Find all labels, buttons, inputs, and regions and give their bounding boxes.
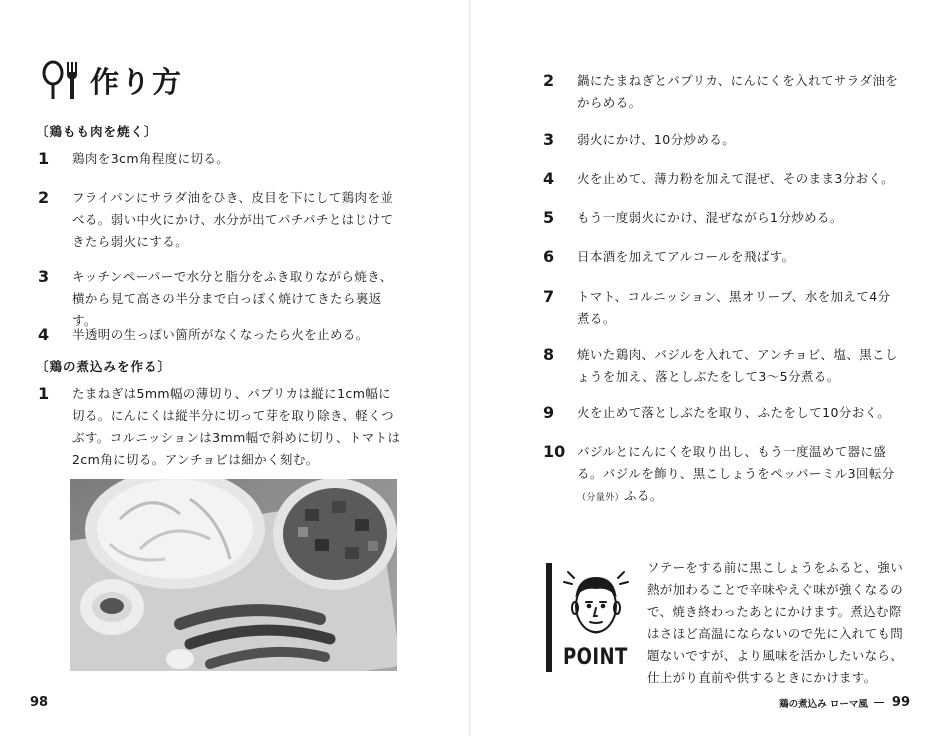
step-text: 鶏肉を3cm角程度に切る。	[72, 151, 230, 166]
step-text: 焼いた鶏肉、バジルを入れて、アンチョビ、塩、黒こしょうを加え、落としぶたをして3～5分煮る。	[577, 347, 898, 384]
right-page	[470, 0, 940, 736]
step-number: 2	[38, 188, 50, 207]
chef-face-icon	[560, 564, 632, 642]
ingredients-photo-image	[70, 479, 397, 671]
step-text: 火を止めて落としぶたを取り、ふたをして10分おく。	[577, 405, 891, 420]
step-item	[543, 207, 899, 229]
page-number-right: 99	[891, 695, 910, 710]
step-number: 1	[38, 384, 50, 403]
running-head: 鶏の煮込み ローマ風	[779, 698, 868, 710]
step-number: 1	[38, 149, 50, 168]
page-title: 作り方	[90, 64, 184, 99]
step-text: もう一度弱火にかけ、混ぜながら1分炒める。	[577, 210, 843, 225]
step-number: 4	[543, 169, 555, 188]
step-number: 6	[543, 247, 555, 266]
step-item	[543, 168, 899, 190]
point-text: ソテーをする前に黒こしょうをふると、強い熱が加わることで辛味やえぐ味が強くなるので、焼き終わったあとにかけます。煮込む際はさほど高温にならないので先に入れても問題ないですが、より風味を活かしたいなら、仕上がり直前や供するときにかけます。	[647, 560, 904, 685]
step-item	[543, 402, 899, 424]
step-number: 5	[543, 208, 555, 227]
step-item	[38, 324, 402, 346]
step-text: キッチンペーパーで水分と脂分をふき取りながら焼き、横から見て高さの半分まで白っぽく焼けてきたら裏返す。	[72, 269, 393, 328]
step-text-main: バジルとにんにくを取り出し、もう一度温めて器に盛る。バジルを飾り、黒こしょうをペッパーミル3回転分	[577, 444, 895, 481]
step-text: 日本酒を加えてアルコールを飛ばす。	[577, 249, 795, 264]
step-number: 7	[543, 287, 555, 306]
step-number: 8	[543, 345, 555, 364]
utensils-icon	[40, 58, 84, 102]
folio-dash	[874, 702, 884, 703]
step-text-tail: ふる。	[624, 488, 663, 503]
step-text: トマト、コルニッション、黒オリーブ、水を加えて4分煮る。	[577, 289, 891, 326]
page-number-left: 98	[30, 695, 49, 710]
step-text: 半透明の生っぽい箇所がなくなったら火を止める。	[72, 327, 369, 342]
step-text: 鍋にたまねぎとパプリカ、にんにくを入れてサラダ油をからめる。	[577, 73, 899, 110]
folio-right	[779, 695, 910, 710]
step-number: 3	[38, 267, 50, 286]
step-number: 10	[543, 442, 566, 461]
step-item	[543, 344, 899, 388]
step-item	[38, 383, 402, 471]
step-item	[38, 148, 402, 170]
step-text: 弱火にかけ、10分炒める。	[577, 132, 736, 147]
title-row	[40, 58, 183, 102]
point-label: POINT	[563, 645, 628, 670]
step-item	[543, 441, 899, 509]
step-number: 4	[38, 325, 50, 344]
step-text: 火を止めて、薄力粉を加えて混ぜ、そのまま3分おく。	[577, 171, 895, 186]
step-item	[38, 187, 402, 253]
step-number: 3	[543, 130, 555, 149]
step-text: フライパンにサラダ油をひき、皮目を下にして鶏肉を並べる。弱い中火にかけ、水分が出てパチパチとはじけてきたら弱火にする。	[72, 190, 394, 249]
ingredients-photo	[70, 479, 397, 671]
step-item	[543, 129, 899, 151]
step-item	[543, 246, 899, 268]
step-text-note: （分量外）	[577, 493, 625, 503]
step-number: 2	[543, 71, 555, 90]
section-heading-grill-chicken: 〔鶏もも肉を焼く〕	[36, 124, 158, 139]
step-item	[543, 286, 899, 330]
step-text	[577, 441, 899, 509]
section-heading-stew: 〔鶏の煮込みを作る〕	[36, 359, 172, 374]
step-item	[38, 266, 402, 332]
step-number: 9	[543, 403, 555, 422]
step-text: たまねぎは5mm幅の薄切り、パプリカは縦に1cm幅に切る。にんにくは縦半分に切って芽を取り除き、軽くつぶす。コルニッションは3mm幅で斜めに切り、トマトは2cm角に切る。アンチョビは細かく刻む。	[72, 386, 401, 467]
step-item	[543, 70, 899, 114]
point-bar	[546, 563, 552, 672]
